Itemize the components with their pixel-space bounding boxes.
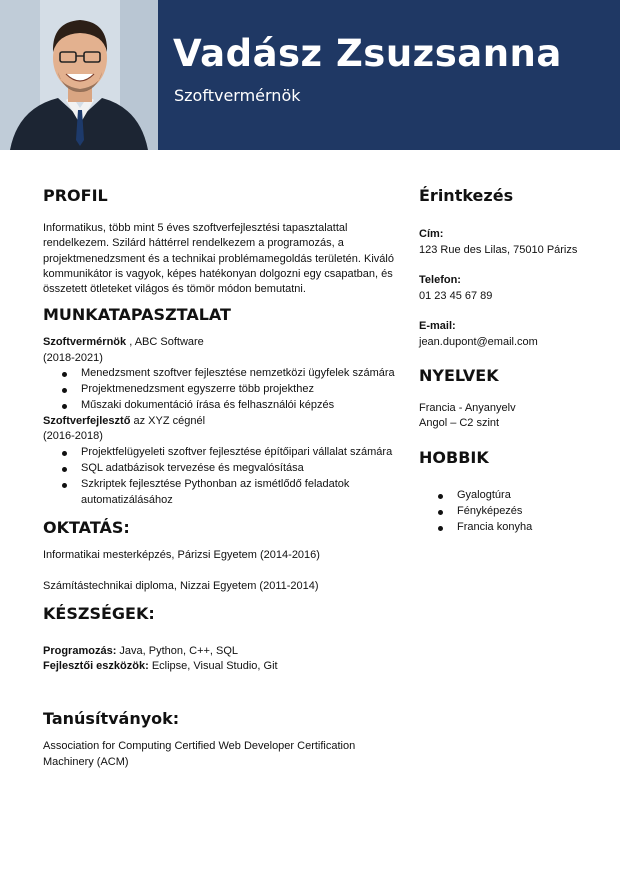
list-item: Szkriptek fejlesztése Pythonban az ismétlődő feladatok automatizálásához: [43, 477, 415, 509]
education-heading: OKTATÁS:: [43, 518, 130, 537]
education-item-2: Számítástechnikai diploma, Nizzai Egyetem (2011-2014): [43, 580, 319, 592]
job-1-period: (2018-2021): [43, 352, 103, 364]
skill-programming: [43, 644, 238, 660]
list-item: Menedzsment szoftver fejlesztése nemzetközi ügyfelek számára: [43, 366, 423, 382]
hobbies-heading: HOBBIK: [419, 448, 489, 467]
hobbies-list: [419, 488, 589, 536]
profile-text: Informatikus, több mint 5 éves szoftverfejlesztési tapasztalattal rendelkezem. Szilárd háttérrel rendelkezem a programozás, a projektmenedzsment és a technikai problémamegoldás területén. Kiváló kommunikátor is vagyok, képes hatékonyan dolgozni egy csapatban, és összetett ötleteket világos és tömör módon bemutatni.: [43, 222, 394, 296]
language-item: Francia - Anyanyelv: [419, 402, 516, 414]
list-item: Gyalogtúra: [419, 488, 589, 504]
profile-photo: [0, 0, 158, 150]
phone-label: Telefon:: [419, 274, 461, 286]
certifications-heading: Tanúsítványok:: [43, 709, 180, 728]
language-item: Angol – C2 szint: [419, 417, 500, 429]
address-label: Cím:: [419, 228, 444, 240]
job-2-period: (2016-2018): [43, 430, 103, 442]
list-item: Fényképezés: [419, 504, 589, 520]
profile-heading: PROFIL: [43, 186, 108, 205]
list-item: SQL adatbázisok tervezése és megvalósítása: [43, 461, 415, 477]
candidate-name: Vadász Zsuzsanna: [173, 32, 562, 75]
skill-value: Eclipse, Visual Studio, Git: [148, 660, 278, 672]
job-2-role: Szoftverfejlesztő: [43, 415, 131, 427]
skill-label: Programozás:: [43, 645, 117, 657]
skill-label: Fejlesztői eszközök:: [43, 660, 149, 672]
job-1-role: Szoftvermérnök: [43, 336, 127, 348]
skill-value: Java, Python, C++, SQL: [116, 645, 239, 657]
list-item: Projektmenedzsment egyszerre több projekthez: [43, 382, 423, 398]
list-item: Projektfelügyeleti szoftver fejlesztése építőipari vállalat számára: [43, 445, 415, 461]
job-title: Szoftvermérnök: [174, 86, 301, 105]
email-label: E-mail:: [419, 320, 456, 332]
languages-heading: NYELVEK: [419, 366, 499, 385]
skills-heading: KÉSZSÉGEK:: [43, 604, 155, 623]
list-item: Francia konyha: [419, 520, 589, 536]
address-value: 123 Rue des Lilas, 75010 Párizs: [419, 244, 578, 256]
list-item: Műszaki dokumentáció írása és felhasználói képzés: [43, 398, 423, 414]
job-1-duties: [43, 366, 423, 414]
job-2-duties: [43, 445, 415, 509]
phone-value: 01 23 45 67 89: [419, 290, 493, 302]
certifications-text: Association for Computing Certified Web Developer Certification Machinery (ACM): [43, 740, 356, 768]
education-item-1: Informatikai mesterképzés, Párizsi Egyetem (2014-2016): [43, 549, 320, 561]
skill-dev-tools: [43, 659, 278, 675]
job-1-company: , ABC Software: [126, 336, 204, 348]
job-2-title: [43, 414, 205, 430]
experience-heading: MUNKATAPASZTALAT: [43, 305, 231, 324]
job-1-title: [43, 335, 204, 351]
contact-heading: Érintkezés: [419, 186, 514, 205]
email-value: jean.dupont@email.com: [419, 336, 538, 348]
job-2-company: az XYZ cégnél: [130, 415, 206, 427]
